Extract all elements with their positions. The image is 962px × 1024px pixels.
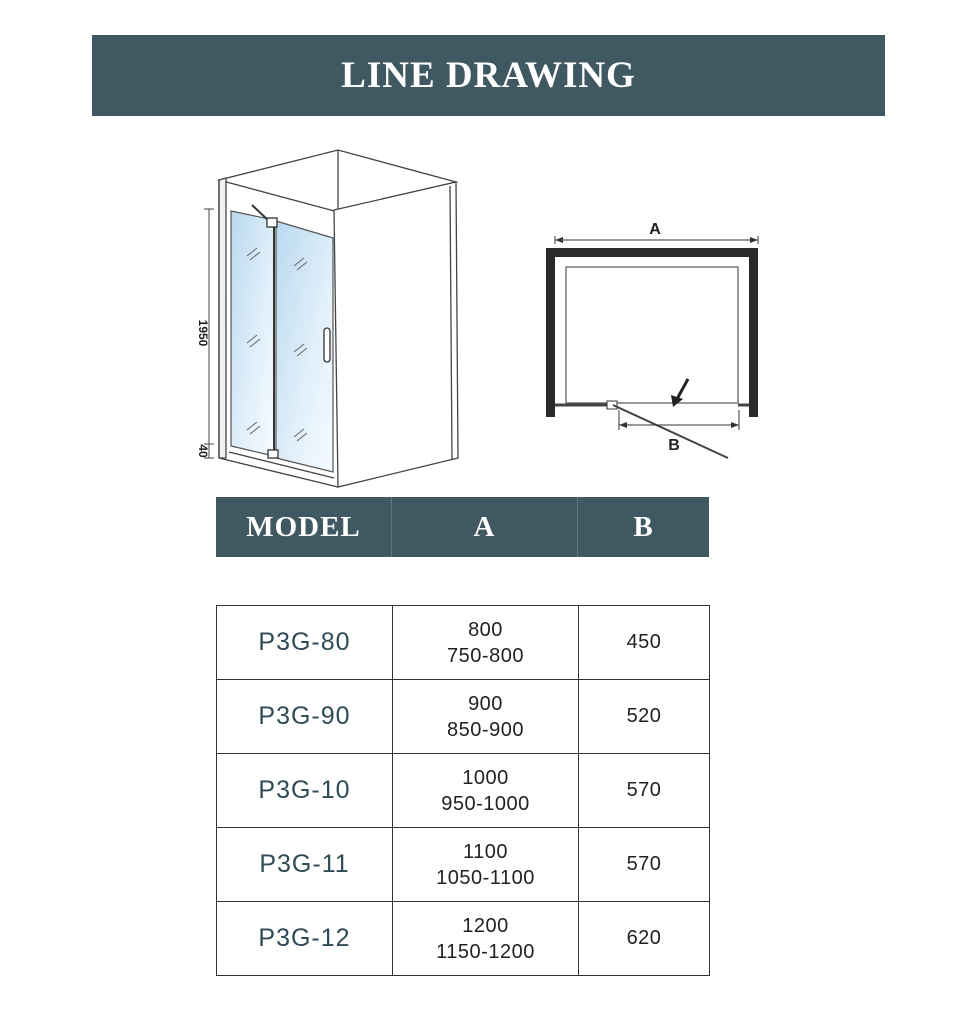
- a-cell: [393, 828, 579, 902]
- b-cell: 450: [579, 606, 710, 680]
- page-title: LINE DRAWING: [341, 55, 636, 96]
- a-range: 1050-1100: [436, 866, 535, 889]
- dimension-table: [216, 605, 710, 976]
- opening-label-b: B: [668, 437, 680, 454]
- a-cell: [393, 902, 579, 976]
- a-nominal: 1200: [462, 914, 509, 937]
- model-cell: P3G-80: [217, 606, 393, 680]
- table-row: [217, 754, 710, 828]
- table-row: [217, 902, 710, 976]
- a-range: 1150-1200: [436, 940, 535, 963]
- plan-walls: [546, 248, 758, 417]
- b-cell: 570: [579, 754, 710, 828]
- door-handle: [324, 328, 330, 362]
- model-cell: P3G-11: [217, 828, 393, 902]
- b-cell: 570: [579, 828, 710, 902]
- table-row: [217, 680, 710, 754]
- model-cell: P3G-90: [217, 680, 393, 754]
- a-cell: [393, 680, 579, 754]
- fixed-glass-panel: [231, 211, 274, 456]
- model-cell: P3G-10: [217, 754, 393, 828]
- table-row: [217, 606, 710, 680]
- a-range: 950-1000: [441, 792, 530, 815]
- a-nominal: 1000: [462, 766, 509, 789]
- a-cell: [393, 606, 579, 680]
- header-model: MODEL: [216, 497, 392, 557]
- width-label-a: A: [649, 221, 661, 238]
- table-row: [217, 828, 710, 902]
- header-b: B: [633, 510, 654, 543]
- table-header: [216, 497, 709, 557]
- a-cell: [393, 754, 579, 828]
- a-range: 750-800: [447, 644, 524, 667]
- glass-panels: [231, 211, 333, 472]
- a-nominal: 1100: [462, 840, 508, 863]
- top-hinge: [267, 218, 277, 227]
- b-cell: 620: [579, 902, 710, 976]
- shower-tray-outline: [566, 267, 738, 403]
- base-label: 40: [196, 444, 210, 458]
- bottom-hinge: [268, 450, 278, 458]
- arrow-indicator: [677, 379, 688, 399]
- a-nominal: 800: [468, 618, 503, 641]
- header-a: A: [392, 497, 578, 557]
- plan-view: [546, 221, 758, 458]
- a-range: 850-900: [447, 718, 524, 741]
- b-cell: 520: [579, 680, 710, 754]
- model-cell: P3G-12: [217, 902, 393, 976]
- height-label: 1950: [196, 319, 210, 347]
- line-drawing: [0, 0, 962, 500]
- a-nominal: 900: [468, 692, 503, 715]
